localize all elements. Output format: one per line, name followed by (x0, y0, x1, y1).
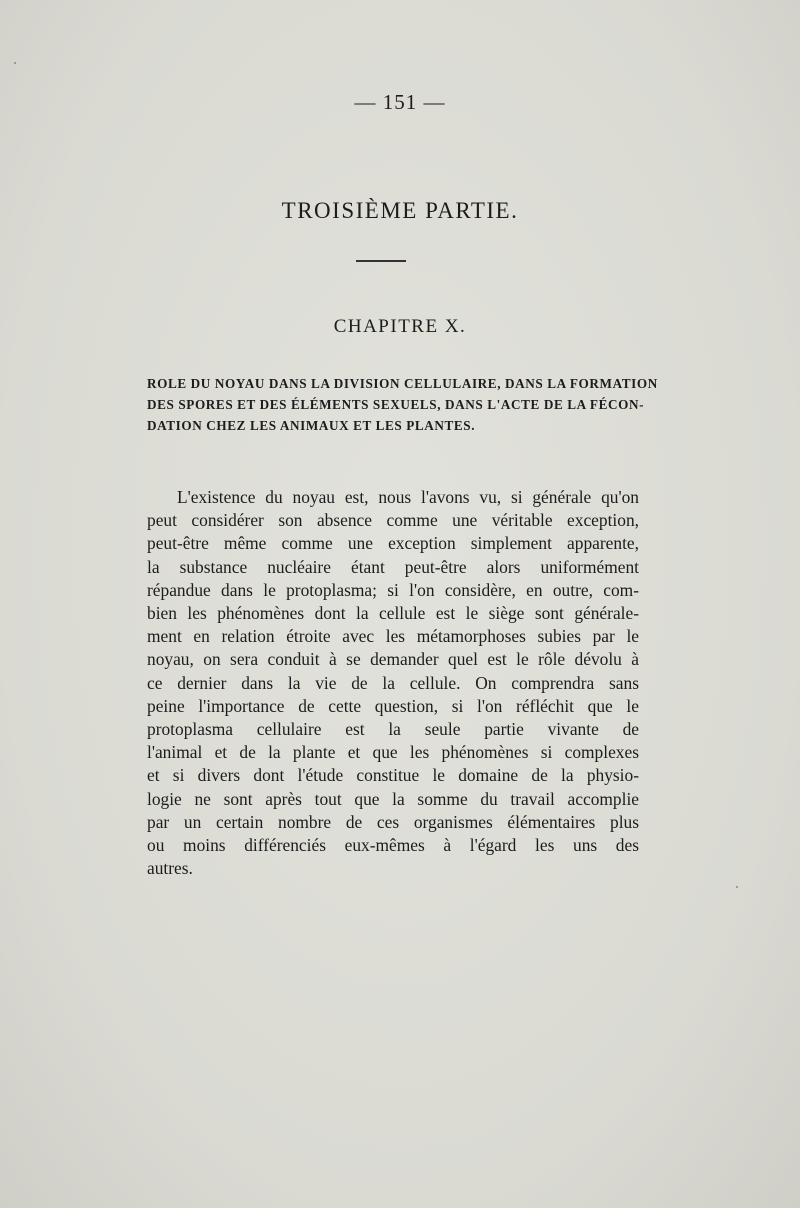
chapter-summary (147, 373, 658, 436)
body-line: peut-être même comme une exception simplement apparente, (147, 533, 639, 554)
summary-line: DES SPORES ET DES ÉLÉMENTS SEXUELS, DANS L'ACTE DE LA FÉCON- (147, 397, 645, 412)
body-line: ou moins différenciés eux-mêmes à l'égard les uns des (147, 835, 639, 856)
paper-speck (736, 886, 738, 888)
body-line: noyau, on sera conduit à se demander quel est le rôle dévolu à (147, 649, 639, 670)
body-line: peine l'importance de cette question, si l'on réfléchit que le (147, 695, 639, 716)
body-line: protoplasma cellulaire est la seule partie vivante de (147, 719, 639, 740)
body-line: autres. (147, 858, 193, 879)
body-line: par un certain nombre de ces organismes élémentaires plus (147, 811, 639, 832)
summary-line: ROLE DU NOYAU DANS LA DIVISION CELLULAIRE, DANS LA FORMATION (147, 376, 658, 391)
title-divider (356, 260, 406, 262)
summary-line: DATION CHEZ LES ANIMAUX ET LES PLANTES. (147, 418, 476, 433)
part-title: TROISIÈME PARTIE. (281, 198, 519, 223)
chapter-title: CHAPITRE X. (333, 316, 467, 337)
body-line: peut considérer son absence comme une véritable exception, (147, 510, 639, 531)
page-number: — 151 — (354, 90, 446, 114)
body-paragraph (147, 486, 639, 880)
body-line: répandue dans le protoplasma; si l'on considère, en outre, com- (147, 579, 639, 600)
body-line: bien les phénomènes dont la cellule est le siège sont générale- (147, 603, 639, 624)
body-line: la substance nucléaire étant peut-être alors uniformément (147, 556, 639, 577)
body-line: ment en relation étroite avec les métamorphoses subies par le (147, 626, 639, 647)
paper-speck (14, 62, 16, 64)
body-line: logie ne sont après tout que la somme du travail accomplie (147, 788, 639, 809)
body-line: et si divers dont l'étude constitue le domaine de la physio- (147, 765, 639, 786)
body-line: ce dernier dans la vie de la cellule. On comprendra sans (147, 672, 639, 693)
body-line: l'animal et de la plante et que les phénomènes si complexes (147, 742, 639, 763)
body-line: L'existence du noyau est, nous l'avons vu, si générale qu'on (177, 487, 639, 507)
